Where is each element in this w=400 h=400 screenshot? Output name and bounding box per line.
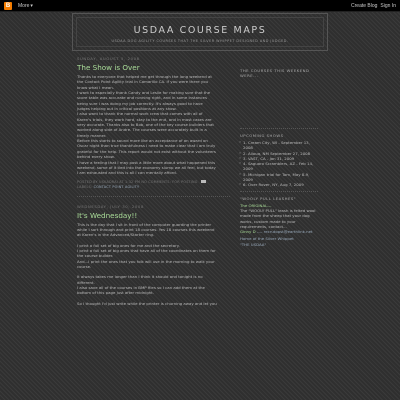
post-line: I print a full set of big ones for me and the secretary. <box>77 242 180 248</box>
post-line: I also save all of the courses in BMP files so I can add them at the <box>77 284 205 290</box>
sidebar-heading-this-weekend: THE COURSES THIS WEEKEND WERE... <box>240 68 310 78</box>
label-link[interactable]: CONTACT POINT AGILITY <box>93 184 140 189</box>
post-line: grateful for the help. This report would not exist without the volunteers <box>77 148 216 154</box>
post-line: score table was accurate and running right, and in some instances <box>77 95 207 101</box>
post-line: I print a full set of big ones that have all of the coordinates on them for <box>77 247 216 253</box>
sidebar-heading-upcoming: UPCOMING SHOWS <box>240 133 284 138</box>
post-line: Karen's trials, they work hard, stay to the end, and in most cases are <box>77 116 212 122</box>
list-item: » 5. Michigan trial for Tom, May 8-9, 2009 <box>240 172 318 183</box>
wooly-original: The ORIGINAL--- <box>240 202 272 208</box>
post-line: weekend, some of it tied into the economy slump we all feel, but today <box>77 164 216 170</box>
blog-description: USDAA DOG AGILITY COURSES THAT THE SILVER WHIPPET DESIGNED AND JUDGED. <box>111 39 289 43</box>
silver-whippet-link[interactable]: Home of the Silver Whippet <box>240 236 294 242</box>
usdaa-link[interactable]: "THE USDAA" <box>240 241 267 247</box>
post-title[interactable]: It's Wednesday!! <box>77 210 138 220</box>
list-item: » 4. Saguaro Scramblers, AZ - Feb 14, 2009 <box>240 161 318 172</box>
post-line: timely manner. <box>77 132 107 138</box>
chevron-down-icon: ▾ <box>30 2 33 9</box>
post-footer-byline[interactable]: POSTED BY USKADRAI AT 1:32 PM NO COMMENTS: FOR POSTING <box>77 179 198 184</box>
post-line: So I thought I'd just write while the printer is churning away and let you <box>77 300 217 306</box>
post-line: I also want to thank the normal work crew that comes with all of <box>77 111 203 117</box>
list-item: » 2. Allouq, NM September 27, 2008 <box>240 151 318 156</box>
post-line: Before this starts to sound more like an acceptance of an award on <box>77 138 208 144</box>
post-line: course. <box>77 263 92 269</box>
post-line: This is the day that I sit in front of the computer guarding the printer <box>77 221 212 227</box>
contact-name: Ginny D <box>240 229 256 235</box>
post-line: at Karen's in the Advanced/Starter ring. <box>77 232 155 238</box>
post-line: bottom of this page just after midnight. <box>77 290 154 296</box>
post-line: I want to especially thank Candy and Leslie for making sure that the <box>77 90 211 96</box>
create-blog-link[interactable]: Create Blog <box>351 2 378 9</box>
post-line: the Contact Point Agility trial in Camarillo CA. If you were there you <box>77 79 209 85</box>
post-date: SUNDAY, AUGUST 5, 2008 <box>77 56 140 61</box>
post-body <box>77 74 230 176</box>
post-line: different. <box>77 279 95 285</box>
contact-email-link[interactable]: ---- recrutopst@earthlink.net <box>256 229 313 235</box>
post-line: It always takes me longer than I think it should and tonight is no <box>77 274 203 280</box>
more-label[interactable]: More <box>18 2 30 9</box>
list-item: » 3. VAST, CA - Jan 31, 2009 <box>240 156 318 161</box>
post-line: worked along side of Andre. The courses were accurately built in a <box>77 127 207 133</box>
post-line: I am exhausted and this is all I can mentally afford. <box>77 170 177 176</box>
blogger-logo-icon[interactable]: B <box>5 2 11 9</box>
post-line: very accurate. Thanks also to Bob, one of the key course builders that <box>77 122 214 128</box>
post-line: And...I print the ones that you folk will use in the morning to walk your <box>77 258 215 264</box>
post-line: while I sort through and print 18 courses. Yes 18 courses this weekend <box>77 226 215 232</box>
post-line: Oscar night than true thankfulness I need to make clear that I am truly <box>77 143 216 149</box>
post-title[interactable]: The Show is Over <box>77 63 140 72</box>
post-line: I have a feeling that I may post a little more about what happened this <box>77 159 216 165</box>
blogger-navbar <box>0 0 400 12</box>
sidebar <box>240 68 318 247</box>
post-line: know what I mean. <box>77 84 114 90</box>
list-item: » 1. Cream City, WI - September 13, 2008 <box>240 140 318 151</box>
email-post-icon[interactable] <box>201 180 206 183</box>
sign-in-link[interactable]: Sign In <box>380 2 396 9</box>
post-body <box>77 222 230 306</box>
list-item: » 6. Over Rover, NY, Aug 7, 2009 <box>240 182 318 187</box>
post-date: WEDNESDAY, JULY 30, 2008 <box>77 203 144 209</box>
post-line: behind every show. <box>77 154 115 160</box>
post-line: judges helping out in critical positions at any show. <box>77 106 177 112</box>
post-footer <box>77 180 230 190</box>
labels-prefix: LABELS: <box>77 184 93 189</box>
sidebar-heading-wooly: "WOOLY PULL LEASHES" <box>240 195 297 201</box>
wooly-description: The "WOOLY PULL" leash is felted wool made from the sheep that your dog works, custom made to your requirements, contact... <box>240 207 316 229</box>
post-divider <box>77 196 230 197</box>
sidebar-divider <box>240 128 318 129</box>
upcoming-shows-list <box>240 140 318 188</box>
main-posts <box>77 56 230 306</box>
blog-header-inner <box>76 17 324 47</box>
post-line: Thanks to everyone that helped me get through the long weekend at <box>77 74 212 79</box>
post-line: being sure I was doing my job correctly. It's always good to have <box>77 100 203 106</box>
post-line: the course builder. <box>77 253 114 259</box>
blog-title[interactable]: USDAA COURSE MAPS <box>133 25 267 36</box>
wooly-section <box>240 203 318 247</box>
more-menu[interactable] <box>18 3 33 9</box>
blog-header <box>72 13 328 51</box>
sidebar-divider <box>240 191 318 192</box>
